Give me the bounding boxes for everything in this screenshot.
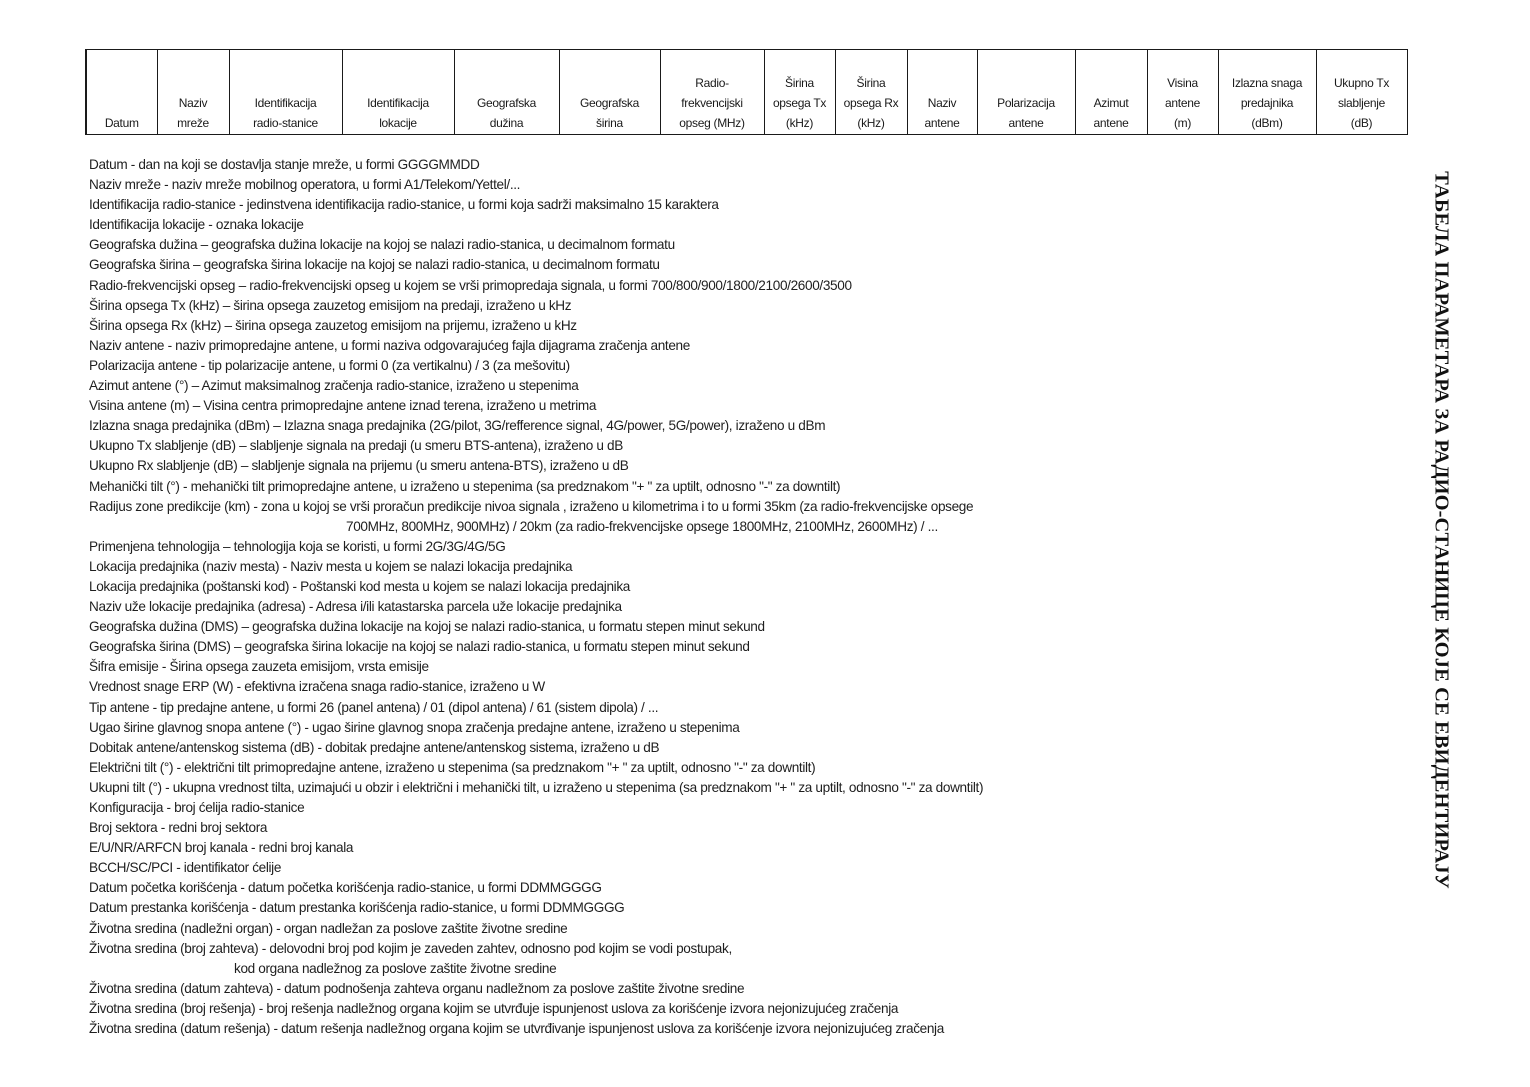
definition-line: Mehanički tilt (°) - mehanički tilt primopredajne antene, u izraženo u stepenima (sa predznakom "+ " za uptilt, odnosno "-" za downtilt): [89, 478, 841, 494]
column-header: Azimut antene: [1075, 50, 1147, 135]
definition-line: Naziv mreže - naziv mreže mobilnog operatora, u formi A1/Telekom/Yettel/...: [89, 177, 521, 193]
definition-line: Dobitak antene/antenskog sistema (dB) - dobitak predajne antene/antenskog sistema, izraženo u dB: [89, 739, 660, 755]
definition-line: Životna sredina (datum rešenja) - datum rešenja nadležnog organa kojim se utvrđivanje ispunjenost uslova za korišćenje izvora nejonizujućeg zračenja: [89, 1021, 944, 1037]
definition-line: Širina opsega Tx (kHz) – širina opsega zauzetog emisijom na predaji, izraženo u kHz: [89, 297, 572, 313]
definition-continuation: 700MHz, 800MHz, 900MHz) / 20km (za radio-frekvencijske opsege 1800MHz, 2100MHz, 2600MHz) / ...: [346, 518, 938, 534]
column-header: Polarizacija antene: [977, 50, 1075, 135]
definitions-list: [89, 155, 1389, 1039]
definition-line: Životna sredina (nadležni organ) - organ nadležan za poslove zaštite životne sredine: [89, 920, 568, 936]
definition-line: Konfiguracija - broj ćelija radio-stanice: [89, 800, 305, 815]
column-header: Ukupno Tx slabljenje (dB): [1316, 50, 1407, 135]
definition-line: Električni tilt (°) - električni tilt primopredajne antene, izraženo u stepenima (sa predznakom "+ " za uptilt, odnosno "-" za downtilt): [89, 759, 816, 775]
definition-line: Identifikacija radio-stanice - jedinstvena identifikacija radio-stanice, u formi koja sadrži maksimalno 15 karaktera: [89, 197, 719, 213]
definition-line: Vrednost snage ERP (W) - efektivna izračena snaga radio-stanice, izraženo u W: [89, 679, 545, 695]
definition-line: Lokacija predajnika (naziv mesta) - Naziv mesta u kojem se nalazi lokacija predajnika: [89, 558, 573, 574]
definition-line: Naziv uže lokacije predajnika (adresa) - Adresa i/ili katastarska parcela uže lokacije predajnika: [89, 599, 622, 615]
definition-line: Datum - dan na koji se dostavlja stanje mreže, u formi GGGGMMDD: [89, 157, 480, 172]
definition-line: Polarizacija antene - tip polarizacije antene, u formi 0 (za vertikalnu) / 3 (za mešovitu): [89, 357, 570, 373]
definition-line: Broj sektora - redni broj sektora: [89, 820, 268, 836]
definition-line: E/U/NR/ARFCN broj kanala - redni broj kanala: [89, 840, 354, 856]
column-header: Geografska dužina: [454, 50, 559, 135]
definition-line: Azimut antene (°) – Azimut maksimalnog zračenja radio-stanice, izraženo u stepenima: [89, 378, 579, 394]
definition-line: Životna sredina (broj zahteva) - delovodni broj pod kojim je zaveden zahtev, odnosno pod kojim se vodi postupak,: [89, 940, 732, 956]
definition-line: Geografska dužina (DMS) – geografska dužina lokacije na kojoj se nalazi radio-stanica, u formatu stepen minut sekund: [89, 619, 765, 635]
column-header: Naziv antene: [907, 50, 977, 135]
definition-line: Životna sredina (datum zahteva) - datum podnošenja zahteva organu nadležnom za poslove zaštite životne sredine: [89, 980, 745, 996]
column-header: Izlazna snaga predajnika (dBm): [1218, 50, 1316, 135]
definition-line: Životna sredina (broj rešenja) - broj rešenja nadležnog organa kojim se utvrđuje ispunjenost uslova za korišćenje izvora nejonizujućeg zračenja: [89, 1000, 899, 1016]
column-header: Visina antene (m): [1147, 50, 1218, 135]
parameter-table: [85, 49, 1408, 135]
definition-line: Tip antene - tip predajne antene, u formi 26 (panel antena) / 01 (dipol antena) / 61 (sistem dipola) / ...: [89, 699, 659, 715]
definition-line: Radio-frekvencijski opseg – radio-frekvencijski opseg u kojem se vrši primopredaja signala, u formi 700/800/900/1800/2100/2600/3500: [89, 277, 852, 293]
definition-line: Datum prestanka korišćenja - datum prestanka korišćenja radio-stanice, u formi DDMMGGGG: [89, 900, 625, 916]
page-title: ТАБЕЛА ПАРАМЕТАРА ЗА РАДИО-СТАНИЦЕ КОЈЕ СЕ ЕВИДЕНТИРАЈУ: [1430, 171, 1453, 889]
definition-line: Ukupno Tx slabljenje (dB) – slabljenje signala na predaji (u smeru BTS-antena), izraženo u dB: [89, 438, 623, 454]
column-header: Datum: [86, 50, 157, 135]
definition-continuation: kod organa nadležnog za poslove zaštite životne sredine: [234, 960, 557, 976]
column-header: Naziv mreže: [157, 50, 229, 135]
column-header: Geografska širina: [559, 50, 660, 135]
definition-line: Datum početka korišćenja - datum početka korišćenja radio-stanice, u formi DDMMGGGG: [89, 880, 602, 896]
column-header: Identifikacija lokacije: [342, 50, 454, 135]
definition-line: Visina antene (m) – Visina centra primopredajne antene iznad terena, izraženo u metrima: [89, 398, 597, 414]
definition-line: Geografska širina – geografska širina lokacije na kojoj se nalazi radio-stanica, u decimalnom formatu: [89, 257, 660, 273]
definition-line: Izlazna snaga predajnika (dBm) – Izlazna snaga predajnika (2G/pilot, 3G/refference signal, 4G/power, 5G/power), izraženo u dBm: [89, 418, 826, 434]
table-header-row: [86, 50, 1407, 135]
definition-line: Naziv antene - naziv primopredajne antene, u formi naziva odgovarajućeg fajla dijagrama zračenja antene: [89, 337, 690, 353]
column-header: Širina opsega Tx (kHz): [764, 50, 835, 135]
definition-line: Ukupno Rx slabljenje (dB) – slabljenje signala na prijemu (u smeru antena-BTS), izraženo u dB: [89, 458, 629, 474]
definition-line: Radijus zone predikcije (km) - zona u kojoj se vrši proračun predikcije nivoa signala , izraženo u kilometrima i to u formi 35km (za radio-frekvencijske opsege: [89, 498, 974, 514]
definition-line: Geografska dužina – geografska dužina lokacije na kojoj se nalazi radio-stanica, u decimalnom formatu: [89, 237, 675, 253]
column-header: Širina opsega Rx (kHz): [835, 50, 907, 135]
definition-line: BCCH/SC/PCI - identifikator ćelije: [89, 860, 282, 876]
definition-line: Ugao širine glavnog snopa antene (°) - ugao širine glavnog snopa zračenja predajne antene, izraženo u stepenima: [89, 719, 740, 735]
column-header: Radio- frekvencijski opseg (MHz): [660, 50, 764, 135]
column-header: Identifikacija radio-stanice: [229, 50, 342, 135]
definition-line: Ukupni tilt (°) - ukupna vrednost tilta, uzimajući u obzir i električni i mehanički tilt, u izraženo u stepenima (sa predznakom "+ " za uptilt, odnosno "-" za downtilt): [89, 779, 984, 795]
definition-line: Širina opsega Rx (kHz) – širina opsega zauzetog emisijom na prijemu, izraženo u kHz: [89, 317, 577, 333]
definition-line: Geografska širina (DMS) – geografska širina lokacije na kojoj se nalazi radio-stanica, u formatu stepen minut sekund: [89, 639, 750, 655]
definition-line: Identifikacija lokacije - oznaka lokacije: [89, 217, 304, 233]
definition-line: Lokacija predajnika (poštanski kod) - Poštanski kod mesta u kojem se nalazi lokacija predajnika: [89, 578, 631, 594]
definition-line: Šifra emisije - Širina opsega zauzeta emisijom, vrsta emisije: [89, 659, 429, 675]
definition-line: Primenjena tehnologija – tehnologija koja se koristi, u formi 2G/3G/4G/5G: [89, 538, 506, 554]
